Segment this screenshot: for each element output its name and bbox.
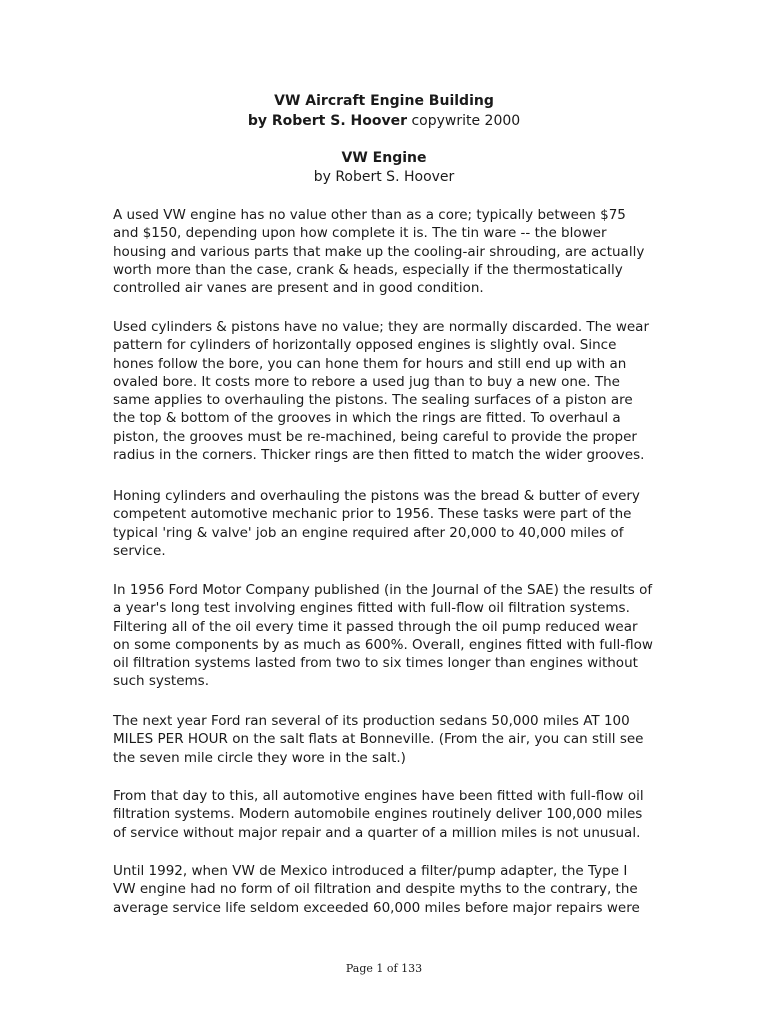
document-author-line: [0, 113, 768, 129]
body-paragraph: Used cylinders & pistons have no value; they are normally discarded. The wear pattern for cylinders of horizontally opposed engines is slightly oval. Since hones follow the bore, you can hone them for hours and still end up with an ovaled bore. It costs more to rebore a used jug than to buy a new one. The same applies to overhauling the pistons. The sealing surfaces of a piston are the top & bottom of the grooves in which the rings are fitted. To overhaul a piston, the grooves must be re-machined, being careful to provide the proper radius in the corners. Thicker rings are then fitted to match the wider grooves.: [113, 319, 649, 464]
body-paragraph: Until 1992, when VW de Mexico introduced a filter/pump adapter, the Type I VW engine had no form of oil filtration and despite myths to the contrary, the average service life seldom exceeded 60,000 miles before major repairs were: [113, 863, 640, 916]
body-paragraph: Honing cylinders and overhauling the pistons was the bread & butter of every competent automotive mechanic prior to 1956. These tasks were part of the typical 'ring & valve' job an engine required after 20,000 to 40,000 miles of service.: [113, 488, 640, 559]
body-paragraph: The next year Ford ran several of its production sedans 50,000 miles AT 100 MILES PER HOUR on the salt flats at Bonneville. (From the air, you can still see the seven mile circle they wore in the salt.): [113, 713, 644, 766]
body-paragraph: From that day to this, all automotive engines have been fitted with full-flow oil filtration systems. Modern automobile engines routinely deliver 100,000 miles of service without major repair and a quarter of a million miles is not unusual.: [113, 788, 644, 841]
body-paragraph: In 1956 Ford Motor Company published (in the Journal of the SAE) the results of a year's long test involving engines fitted with full-flow oil filtration systems. Filtering all of the oil every time it passed through the oil pump reduced wear on some components by as much as 600%. Overall, engines fitted with full-flow oil filtration systems lasted from two to six times longer than engines without such systems.: [113, 582, 653, 690]
section-title: VW Engine: [341, 150, 427, 166]
author-name: by Robert S. Hoover: [247, 113, 407, 129]
document-title: VW Aircraft Engine Building: [274, 93, 494, 109]
page-number: Page 1 of 133: [345, 962, 423, 975]
copyright-text: copywrite 2000: [407, 113, 521, 129]
section-author: by Robert S. Hoover: [313, 169, 455, 185]
body-paragraph: A used VW engine has no value other than as a core; typically between $75 and $150, depending upon how complete it is. The tin ware -- the blower housing and various parts that make up the cooling-air shrouding, are actually worth more than the case, crank & heads, especially if the thermostatically controlled air vanes are present and in good condition.: [113, 207, 645, 297]
